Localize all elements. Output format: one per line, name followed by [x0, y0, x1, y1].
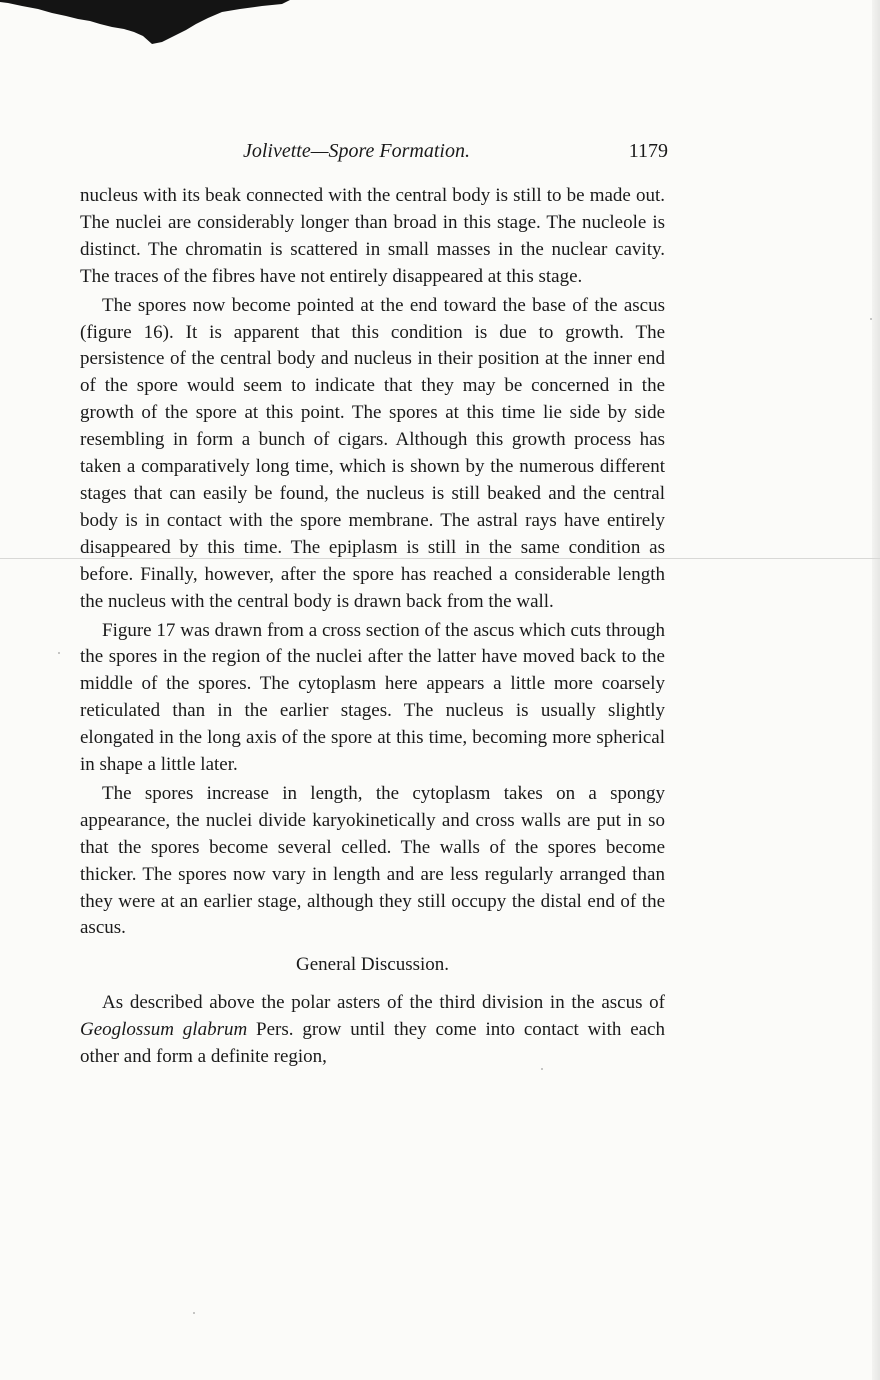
- section-heading: General Discussion.: [295, 954, 450, 976]
- paper-speck: [193, 1312, 195, 1314]
- running-head: [243, 140, 668, 168]
- body-text: [80, 183, 665, 1071]
- paragraph-3: Figure 17 was drawn from a cross section of the ascus which cuts through the spores in the region of the nuclei after the latter have moved back to the middle of the spores. The cytoplasm here appears a little more coarsely reticulated than in the earlier stages. The nucleus is usually slightly elongated in the long axis of the spore at this time, becoming more spherical in shape a little later.: [80, 619, 665, 776]
- page-number: 1179: [628, 140, 668, 162]
- paper-speck: [541, 1068, 543, 1070]
- paragraph-2: The spores now become pointed at the end toward the base of the ascus (figure 16). It is apparent that this condition is due to growth. The persistence of the central body and nucleus in their position at the inner end of the spore would seem to indicate that they may be concerned in the growth of the spore at this point. The spores at this time lie side by side resembling in form a bunch of cigars. Although this growth process has taken a comparatively long time, which is shown by the numerous different stages that can easily be found, the nucleus is still beaked and the central body is in contact with the spore membrane. The astral rays have entirely disappeared by this time. The epiplasm is still in the same condition as before. Finally, however, after the spore has reached a considerable length the nucleus with the central body is drawn back from the wall.: [80, 294, 665, 612]
- paper-speck: [58, 652, 60, 654]
- paragraph-1: nucleus with its beak connected with the central body is still to be made out. The nuclei are considerably longer than broad in this stage. The nucleole is distinct. The chromatin is scattered in small masses in the nuclear cavity. The traces of the fibres have not entirely disappeared at this stage.: [80, 185, 665, 287]
- section-text-end: Pers. grow until they come into contact with each other and form a definite region,: [80, 1019, 665, 1068]
- page-edge-shadow: [872, 0, 880, 1380]
- torn-corner: [0, 0, 290, 60]
- paper-speck: [870, 318, 872, 320]
- running-title: Jolivette—Spore Formation.: [243, 140, 470, 162]
- species-name: Geoglossum glabrum: [80, 1019, 248, 1041]
- section-paragraph: [80, 990, 665, 1071]
- section-text-start: As described above the polar asters of the third division in the ascus of: [102, 992, 665, 1014]
- paragraph-4: The spores increase in length, the cytoplasm takes on a spongy appearance, the nuclei divide karyokinetically and cross walls are put in so that the spores become several celled. The walls of the spores become thicker. The spores now vary in length and are less regularly arranged than they were at an earlier stage, although they still occupy the distal end of the ascus.: [80, 782, 665, 939]
